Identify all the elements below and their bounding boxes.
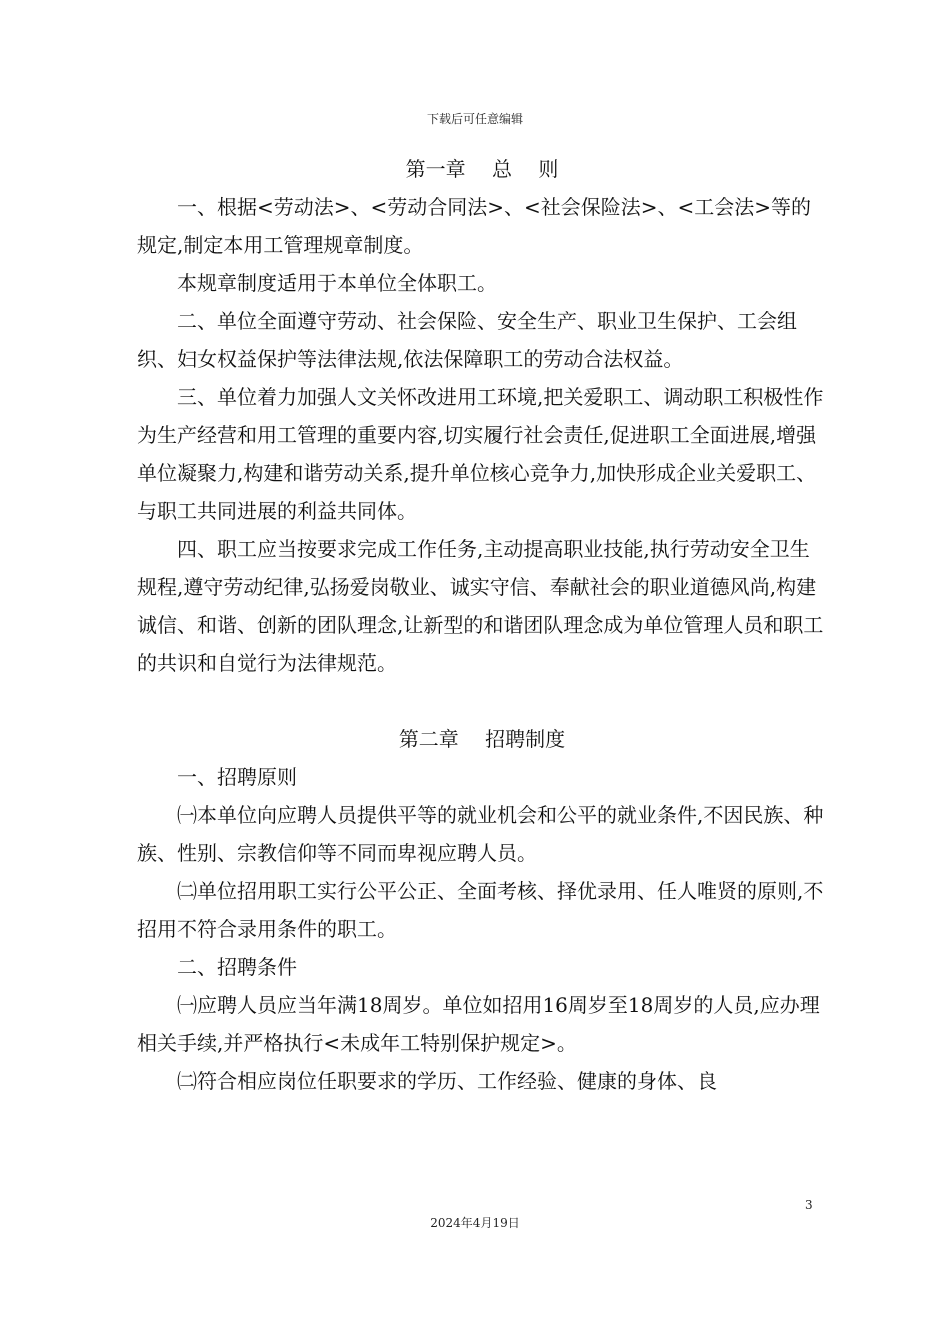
document-body (137, 150, 827, 1100)
section-title: 一、招聘原则 (177, 765, 297, 789)
section-item: ㈡单位招用职工实行公平公正、全面考核、择优录用、任人唯贤的原则,不招用不符合录用条件的职工。 (137, 879, 824, 941)
chapter-1-paragraph: 二、单位全面遵守劳动、社会保险、安全生产、职业卫生保护、工会组织、妇女权益保护等法律法规,依法保障职工的劳动合法权益。 (137, 309, 797, 371)
chapter-1-paragraph: 三、单位着力加强人文关怀改进用工环境,把关爱职工、调动职工积极性作为生产经营和用工管理的重要内容,切实履行社会责任,促进职工全面进展,增强单位凝聚力,构建和谐劳动关系,提升单位核心竞争力,加快形成企业关爱职工、与职工共同进展的利益共同体。 (137, 385, 824, 523)
chapter-2-title: 第二章 招聘制度 (398, 727, 566, 751)
chapter-1-paragraph: 四、职工应当按要求完成工作任务,主动提高职业技能,执行劳动安全卫生规程,遵守劳动纪律,弘扬爱岗敬业、诚实守信、奉献社会的职业道德风尚,构建诚信、和谐、创新的团队理念,让新型的和谐团队理念成为单位管理人员和职工的共识和自觉行为法律规范。 (137, 537, 824, 675)
section-title: 二、招聘条件 (177, 955, 297, 979)
page-number: 3 (805, 1198, 813, 1212)
chapter-1-paragraph: 本规章制度适用于本单位全体职工。 (177, 271, 497, 295)
page-header: 下载后可任意编辑 (426, 112, 523, 126)
section-item: ㈡符合相应岗位任职要求的学历、工作经验、健康的身体、良 (177, 1069, 717, 1093)
chapter-1-title: 第一章 总 则 (405, 157, 559, 181)
page-footer-date: 2024年4月19日 (430, 1216, 520, 1230)
chapter-1-paragraph: 一、根据<劳动法>、<劳动合同法>、<社会保险法>、<工会法>等的规定,制定本用工管理规章制度。 (137, 195, 812, 257)
section-item: ㈠应聘人员应当年满18周岁。单位如招用16周岁至18周岁的人员,应办理相关手续,并严格执行<未成年工特别保护规定>。 (137, 993, 820, 1055)
section-item: ㈠本单位向应聘人员提供平等的就业机会和公平的就业条件,不因民族、种族、性别、宗教信仰等不同而卑视应聘人员。 (137, 803, 824, 865)
